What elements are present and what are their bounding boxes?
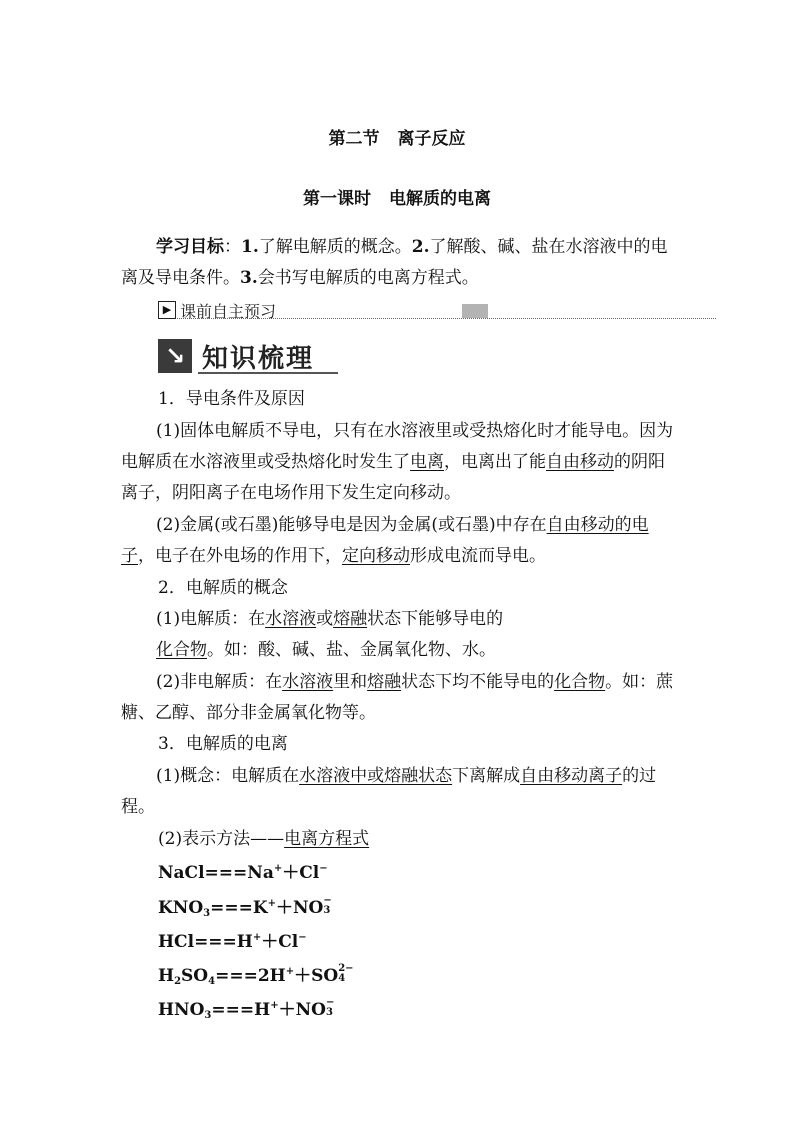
plus-sign: ＋ — [276, 898, 293, 918]
text-run: (2)表示方法—— — [158, 829, 285, 849]
cation: K — [252, 898, 268, 918]
subscript: 3 — [203, 908, 211, 919]
sec2-title: 2．电解质的概念 — [158, 578, 288, 598]
formula: HCl — [158, 932, 195, 952]
subscript: 3 — [204, 1010, 212, 1021]
anion: NO — [293, 898, 324, 918]
sec3-para2 — [158, 824, 713, 855]
objective-3-number: 3. — [240, 268, 258, 288]
anion: SO — [311, 966, 339, 986]
text-run: 的阴阳离子，阴阳离子在电场作用下发生定向移动。 — [121, 452, 665, 503]
charge: + — [267, 898, 276, 909]
text-run: 状态下均不能导电的 — [401, 672, 555, 692]
objective-1-number: 1. — [241, 237, 259, 257]
lesson-number: 第一课时 — [303, 189, 371, 209]
objective-3-text: 会书写电解质的电离方程式。 — [257, 268, 479, 288]
text-run: (1)电解质：在 — [156, 609, 266, 629]
ion-script — [323, 895, 333, 916]
subscript: 3 — [323, 905, 331, 916]
sec3-title: 3．电解质的电离 — [158, 734, 288, 754]
objective-2-number: 2. — [411, 237, 430, 257]
text-run: 。如：酸、碱、盐、金属氧化物、水。 — [207, 640, 496, 660]
answer-blank: 水溶液 — [282, 672, 334, 692]
answer-blank: 定向移动 — [342, 546, 410, 566]
objective-2-text: 了解酸、碱、盐在水溶液中的电离及导电条件。 — [121, 237, 668, 288]
section-name: 离子反应 — [397, 129, 466, 149]
section-title — [0, 124, 794, 149]
knowledge-title: 知识梳理 — [202, 344, 315, 374]
knowledge-header — [158, 339, 338, 375]
charge: − — [325, 997, 335, 1008]
preview-label: 课前自主预习 — [180, 302, 277, 321]
cation: H — [254, 1000, 271, 1020]
formula: SO — [181, 966, 209, 986]
anion: NO — [295, 1000, 326, 1020]
charge: + — [285, 966, 295, 977]
subscript: 4 — [208, 976, 216, 987]
answer-blank: 自由移动 — [546, 452, 614, 472]
equation-hno3 — [158, 995, 336, 1021]
preview-section-bar — [158, 300, 716, 322]
answer-blank: 熔融 — [333, 609, 368, 629]
equation-kno3 — [158, 893, 333, 919]
cation: H — [236, 932, 253, 952]
anion: Cl — [278, 932, 299, 952]
formula: H — [158, 966, 175, 986]
sec1-para2 — [121, 510, 676, 572]
formula: KNO — [158, 898, 204, 918]
answer-blank: 熔融 — [367, 672, 402, 692]
plus-sign: ＋ — [294, 966, 312, 986]
equals-sign: === — [194, 932, 237, 952]
answer-blank: 自由移动的电子 — [121, 515, 649, 566]
formula: HNO — [158, 1000, 205, 1020]
text-run: (2)非电解质：在 — [156, 672, 283, 692]
text-run: 状态下能够导电的 — [367, 609, 504, 629]
charge: − — [323, 895, 332, 906]
sec2-para2 — [121, 667, 676, 729]
charge: − — [319, 863, 328, 874]
text-run: (1)固体电解质不导电，只有在水溶液里或受热熔化时才能导电。因为电解质在水溶液里或受热熔化时发生了 — [121, 421, 674, 472]
plus-sign: ＋ — [278, 1000, 296, 1020]
ion-script — [325, 997, 336, 1018]
text-run: 下离解成 — [452, 766, 521, 786]
answer-blank: 化合物 — [156, 640, 207, 660]
lesson-name: 电解质的电离 — [389, 189, 491, 209]
subscript: 3 — [325, 1007, 333, 1018]
answer-blank: 化合物 — [554, 672, 606, 692]
subscript: 2 — [174, 976, 182, 987]
charge: + — [273, 863, 283, 874]
charge: + — [270, 1000, 279, 1011]
learning-objectives — [121, 232, 676, 294]
charge: − — [298, 932, 307, 943]
ion-script — [338, 963, 354, 984]
text-run: ，电子在外电场的作用下， — [138, 546, 342, 566]
cation: 2H — [257, 966, 286, 986]
answer-blank: 水溶液中或熔融状态 — [299, 766, 453, 786]
anion: Cl — [299, 863, 320, 883]
answer-blank: 水溶液 — [265, 609, 317, 629]
chevron-right-icon: ↘ — [158, 339, 192, 373]
text-run: 的过程。 — [121, 766, 657, 817]
sec3-para1 — [121, 761, 676, 823]
section-number: 第二节 — [328, 129, 380, 149]
sec1-para1 — [121, 416, 676, 509]
equation-nacl — [158, 858, 328, 883]
text-run: 形成电流而导电。 — [410, 546, 546, 566]
equals-sign: === — [215, 966, 258, 986]
plus-sign: ＋ — [261, 932, 279, 952]
decorative-block — [462, 304, 488, 318]
charge: 2− — [338, 963, 354, 974]
answer-blank: 自由移动离子 — [520, 766, 623, 786]
sec2-para1 — [121, 604, 541, 635]
formula: NaCl — [158, 863, 205, 883]
text-run: ，电离出了能 — [444, 452, 546, 472]
equation-h2so4 — [158, 961, 354, 987]
equals-sign: === — [211, 1000, 255, 1020]
sec1-title: 1．导电条件及原因 — [158, 389, 305, 409]
subscript: 4 — [338, 973, 346, 984]
plus-sign: ＋ — [282, 863, 300, 883]
objectives-label: 学习目标 — [156, 237, 224, 257]
equals-sign: === — [210, 898, 253, 918]
equals-sign: === — [204, 863, 248, 883]
text-run: (2)金属(或石墨)能够导电是因为金属(或石墨)中存在 — [156, 515, 547, 535]
lesson-title — [0, 184, 794, 209]
cation: Na — [247, 863, 274, 883]
sec2-para1-cont — [156, 635, 711, 666]
text-run: 或 — [316, 609, 334, 629]
answer-blank: 电离 — [410, 452, 444, 472]
text-run: 里和 — [333, 672, 368, 692]
text-run: (1)概念：电解质在 — [156, 766, 300, 786]
objective-1-text: 了解电解质的概念。 — [258, 237, 412, 257]
arrow-icon: ▶ — [158, 301, 176, 319]
equation-hcl — [158, 927, 307, 952]
charge: + — [252, 932, 262, 943]
objectives-colon: ： — [224, 237, 241, 257]
text-run: 。如：蔗糖、乙醇、部分非金属氧化物等。 — [121, 672, 674, 723]
answer-blank: 电离方程式 — [284, 829, 370, 849]
header-underline — [198, 372, 338, 374]
